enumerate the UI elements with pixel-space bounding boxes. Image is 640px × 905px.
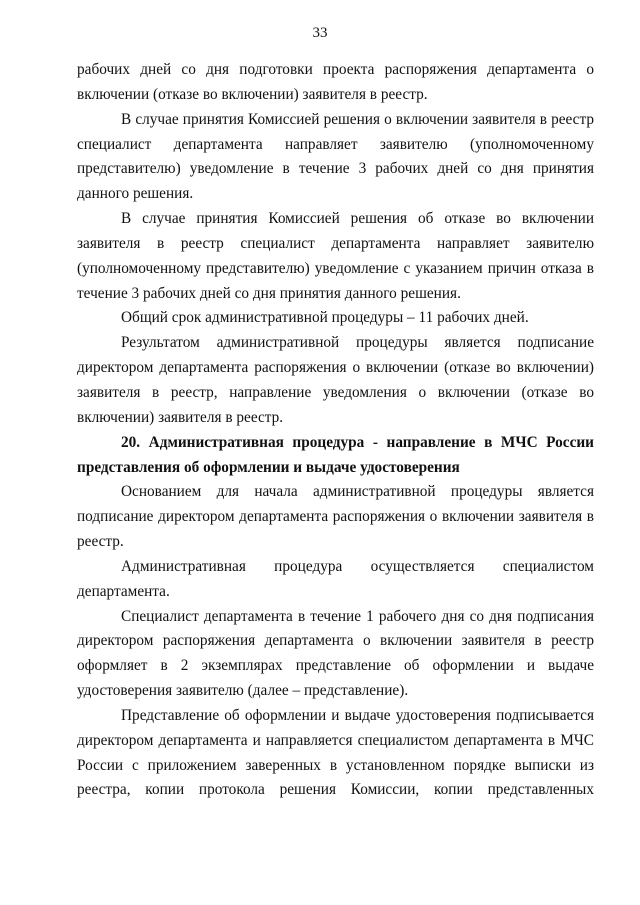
paragraph-basis: Основанием для начала административной процедуры является подписание директором департамента распоряжения о включении заявителя в реестр. [77, 483, 594, 551]
paragraph-performer: Административная процедура осуществляется специалистом департамента. [77, 557, 594, 600]
document-body [77, 58, 594, 803]
section-heading: 20. Административная процедура - направление в МЧС России представления об оформлении и выдаче удостоверения [77, 433, 594, 476]
paragraph-continuation: рабочих дней со дня подготовки проекта распоряжения департамента о включении (отказе во включении) заявителя в реестр. [77, 61, 594, 103]
paragraph-submission: Представление об оформлении и выдаче удостоверения подписывается директором департамента и направляется специалистом департамента в МЧС России с приложением заверенных в установленном порядке выписки из реестра, копии протокола решения Комиссии, копии представленных [77, 706, 594, 799]
paragraph-total-term: Общий срок административной процедуры – 11 рабочих дней. [121, 309, 529, 327]
paragraph-result: Результатом административной процедуры является подписание директором департамента распоряжения о включении (отказе во включении) заявителя в реестр, направление уведомления о включении (отказе во включении) заявителя в реестр. [77, 334, 594, 426]
paragraph-refusal-notice: В случае принятия Комиссией решения об отказе во включении заявителя в реестр специалист департамента направляет заявителю (уполномоченному представителю) уведомление с указанием причин отказа в течение 3 рабочих дней со дня принятия данного решения. [77, 210, 594, 302]
page-number: 33 [312, 25, 328, 41]
paragraph-preparation: Специалист департамента в течение 1 рабочего дня со дня подписания директором распоряжения департамента о включении заявителя в реестр оформляет в 2 экземплярах представление об оформлении и выдаче удостоверения заявителю (далее – представление). [77, 607, 594, 700]
paragraph-inclusion-notice: В случае принятия Комиссией решения о включении заявителя в реестр специалист департамента направляет заявителю (уполномоченному представителю) уведомление в течение 3 рабочих дней со дня принятия данного решения. [77, 110, 594, 203]
